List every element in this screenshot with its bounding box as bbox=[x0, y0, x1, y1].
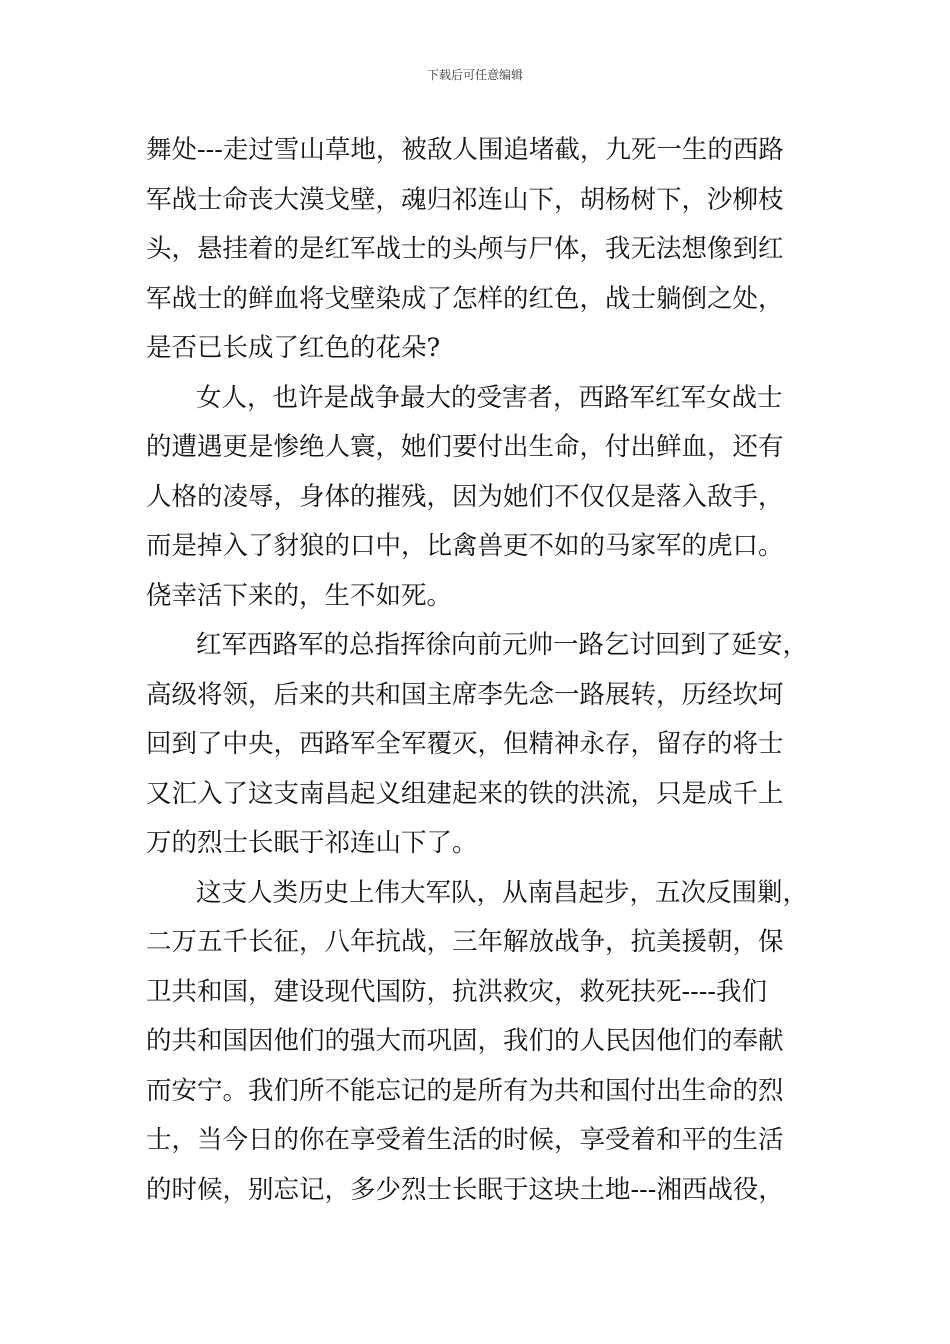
paragraph-first-line: 女人，也许是战争最大的受害者，西路军红军女战士 bbox=[196, 382, 783, 413]
paragraph-first-line: 红军西路军的总指挥徐向前元帅一路乞讨回到了延安， bbox=[196, 630, 809, 660]
text-line: 二万五千长征，八年抗战，三年解放战争，抗美援朝，保 bbox=[146, 927, 784, 957]
text-line: 头，悬挂着的是红军战士的头颅与尸体，我无法想像到红 bbox=[146, 234, 784, 264]
text-line: 军战士命丧大漠戈壁，魂归祁连山下，胡杨树下，沙柳枝 bbox=[146, 184, 784, 215]
text-line: 而安宁。我们所不能忘记的是所有为共和国付出生命的烈 bbox=[146, 1075, 784, 1106]
text-line: 卫共和国，建设现代国防，抗洪救灾，救死扶死----我们 bbox=[146, 976, 767, 1007]
text-line: 军战士的鲜血将戈壁染成了怎样的红色，战士躺倒之处， bbox=[146, 283, 784, 314]
text-line: 是否已长成了红色的花朵? bbox=[146, 333, 441, 363]
text-line: 回到了中央，西路军全军覆灭，但精神永存，留存的将士 bbox=[146, 729, 784, 759]
text-line: 万的烈士长眠于祁连山下了。 bbox=[146, 828, 478, 858]
text-line: 士，当今日的你在享受着生活的时候，享受着和平的生活 bbox=[146, 1125, 784, 1155]
text-line: 又汇入了这支南昌起义组建起来的铁的洪流，只是成千上 bbox=[146, 778, 784, 809]
text-line: 而是掉入了豺狼的口中，比禽兽更不如的马家军的虎口。 bbox=[146, 531, 784, 561]
text-line: 侥幸活下来的，生不如死。 bbox=[146, 580, 453, 611]
text-line: 的共和国因他们的强大而巩固，我们的人民因他们的奉献 bbox=[146, 1026, 784, 1056]
text-line: 的时候，别忘记，多少烈士长眠于这块土地---湘西战役， bbox=[146, 1174, 784, 1205]
text-line: 人格的凌辱，身体的摧残，因为她们不仅仅是落入敌手， bbox=[146, 481, 784, 512]
text-line: 舞处---走过雪山草地，被敌人围追堵截，九死一生的西路 bbox=[146, 135, 784, 165]
text-line: 的遭遇更是惨绝人寰，她们要付出生命，付出鲜血，还有 bbox=[146, 432, 784, 462]
document-body bbox=[146, 126, 836, 1215]
text-line: 高级将领，后来的共和国主席李先念一路展转，历经坎坷 bbox=[146, 679, 784, 710]
paragraph-first-line: 这支人类历史上伟大军队，从南昌起步，五次反围剿， bbox=[196, 877, 809, 908]
page-header: 下载后可任意编辑 bbox=[426, 68, 523, 82]
